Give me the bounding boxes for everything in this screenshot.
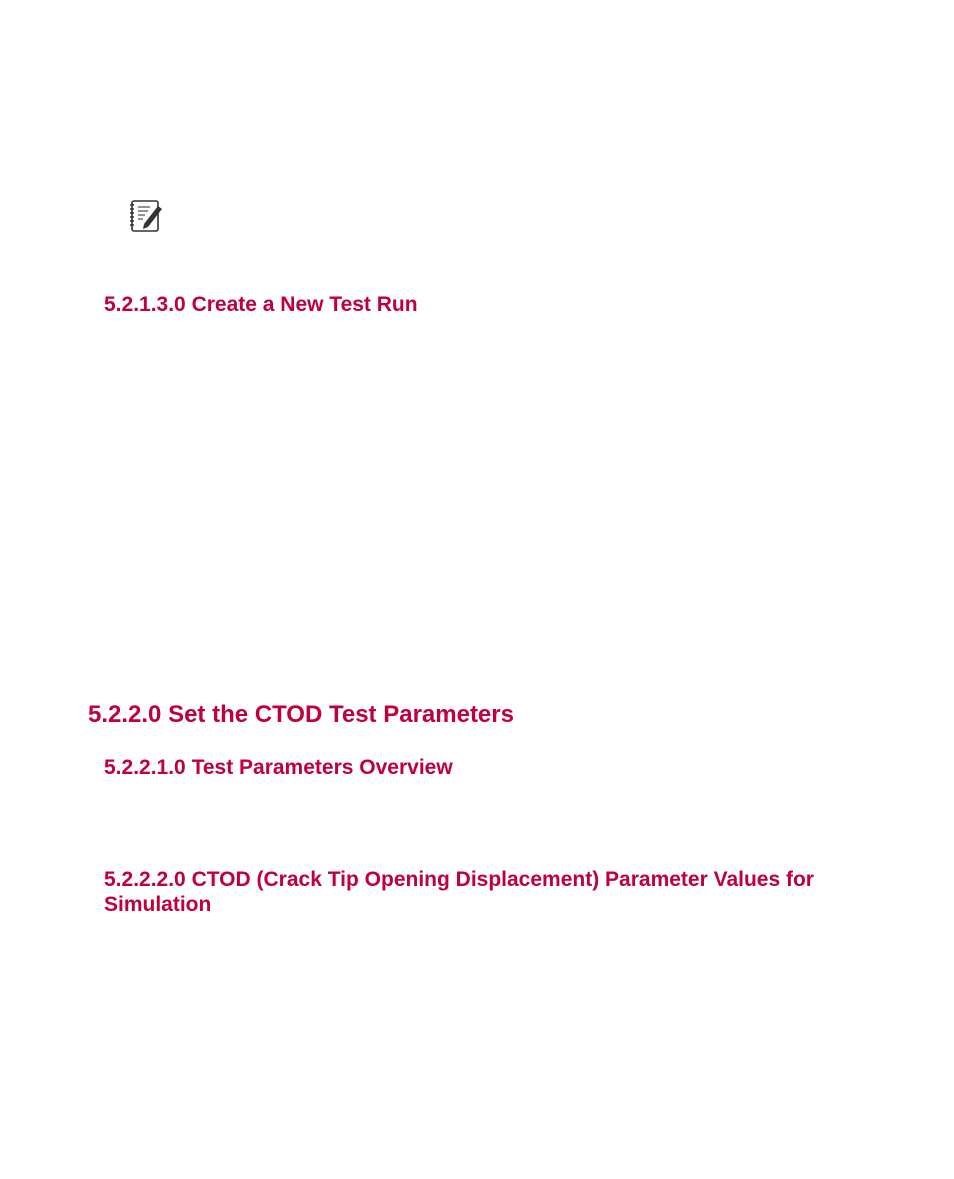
section-heading-test-parameters-overview: 5.2.2.1.0 Test Parameters Overview (104, 756, 453, 779)
section-heading-set-ctod-parameters: 5.2.2.0 Set the CTOD Test Parameters (88, 701, 514, 728)
note-icon (127, 198, 165, 234)
section-heading-ctod-parameter-values: 5.2.2.2.0 CTOD (Crack Tip Opening Displacement) Parameter Values for Simulation (104, 868, 814, 916)
section-heading-create-test-run: 5.2.1.3.0 Create a New Test Run (104, 293, 418, 316)
